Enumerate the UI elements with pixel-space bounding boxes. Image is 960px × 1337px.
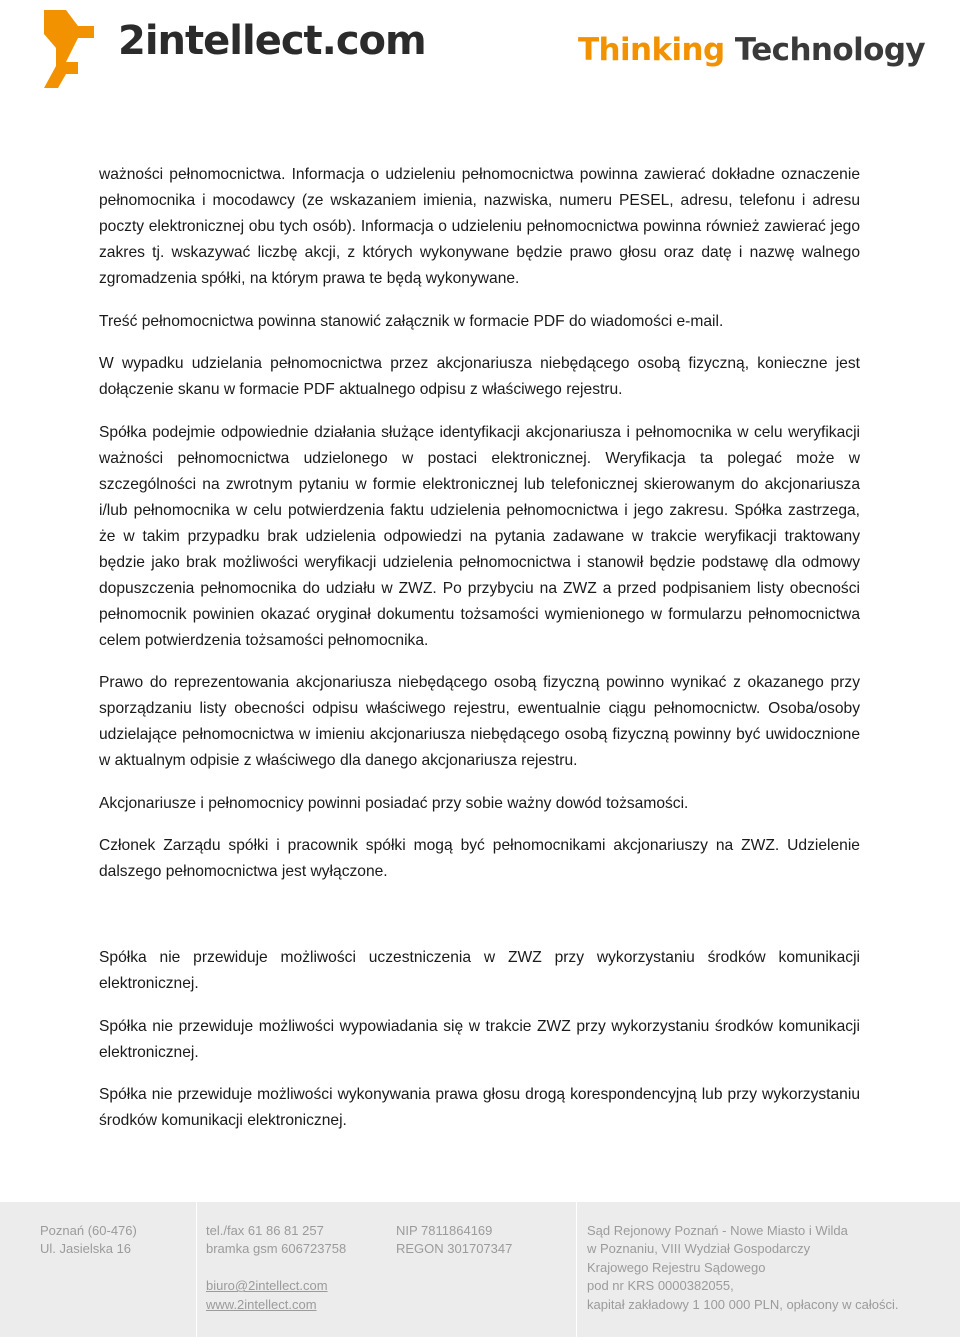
tagline-technology: Technology <box>734 32 926 68</box>
address-line: Poznań (60-476) <box>40 1223 137 1238</box>
footer-address <box>40 1222 137 1259</box>
paragraph: W wypadku udzielania pełnomocnictwa przez akcjonariusza niebędącego osobą fizyczną, konieczne jest dołączenie skanu w formacie PDF aktualnego odpisu z właściwego rejestru. <box>99 355 860 398</box>
tagline-thinking: Thinking <box>578 32 725 68</box>
company-logo-icon <box>36 4 102 92</box>
footer-divider <box>576 1202 577 1337</box>
email-link[interactable]: biuro@2intellect.com <box>206 1278 328 1294</box>
paragraph: Akcjonariusze i pełnomocnicy powinni posiadać przy sobie ważny dowód tożsamości. <box>99 794 689 812</box>
paragraph: Prawo do reprezentowania akcjonariusza niebędącego osobą fizyczną powinno wynikać z okazanego przy sporządzaniu listy obecności odpisu właściwego rejestru, ewentualnie ciągu pełnomocnictw. Osoba/osoby udzielające pełnomocnictwa w imieniu akcjonariusza niebędącego osobą fizyczną powinny być uwidocznione w aktualnym odpisie z właściwego dla danego akcjonariusza rejestru. <box>99 674 860 769</box>
paragraph: Spółka nie przewiduje możliwości wypowiadania się w trakcie ZWZ przy wykorzystaniu środków komunikacji elektronicznej. <box>99 1017 860 1061</box>
paragraph: Spółka nie przewiduje możliwości uczestniczenia w ZWZ przy wykorzystaniu środków komunikacji elektronicznej. <box>99 949 860 992</box>
footer-divider <box>196 1202 197 1337</box>
paragraph: Spółka podejmie odpowiednie działania służące identyfikacji akcjonariusza i pełnomocnika w celu weryfikacji ważności pełnomocnictwa udzielonego w postaci elektronicznej. Weryfikacja ta polegać może w szczególności na zwrotnym pytaniu w formie elektronicznej lub telefonicznej skierowanym do akcjonariusza i/lub pełnomocnika w celu potwierdzenia faktu udzielenia pełnomocnictwa i jego zakresu. Spółka zastrzega, że w takim przypadku brak udzielenia odpowiedzi na pytania zadawane w trakcie weryfikacji traktowany będzie jako brak możliwości weryfikacji udzielenia pełnomocnictwa i stanowił będzie podstawę dla odmowy dopuszczenia pełnomocnika do udziału w ZWZ. Po przybyciu na ZWZ a przed podpisaniem listy obecności pełnomocnik powinien okazać oryginał dokumentu tożsamości wymienionego w formularzu pełnomocnictwa celem potwierdzenia tożsamości pełnomocnika. <box>99 423 860 649</box>
paragraph: Treść pełnomocnictwa powinna stanowić załącznik w formacie PDF do wiadomości e-mail. <box>99 312 724 330</box>
phone-text: tel./fax 61 86 81 257 <box>206 1223 324 1238</box>
document-body <box>99 162 860 1151</box>
address-line: Ul. Jasielska 16 <box>40 1241 132 1257</box>
paragraph: Spółka nie przewiduje możliwości wykonywania prawa głosu drogą korespondencyjną lub przy wykorzystaniu środków komunikacji elektronicznej. <box>99 1086 860 1129</box>
page-footer <box>0 1202 960 1337</box>
footer-contact <box>206 1222 346 1314</box>
gsm-text: bramka gsm 606723758 <box>206 1241 347 1257</box>
regon-text: REGON 301707347 <box>396 1241 513 1257</box>
page-header <box>0 0 960 110</box>
website-link[interactable]: www.2intellect.com <box>206 1296 317 1312</box>
logo-text: 2intellect.com <box>118 18 426 64</box>
footer-registry <box>587 1222 898 1314</box>
registry-line: Krajowego Rejestru Sądowego <box>587 1259 766 1275</box>
registry-line: w Poznaniu, VIII Wydział Gospodarczy <box>587 1241 811 1257</box>
nip-text: NIP 7811864169 <box>396 1223 493 1238</box>
registry-line: pod nr KRS 0000382055, <box>587 1278 734 1294</box>
paragraph: Członek Zarządu spółki i pracownik spółki mogą być pełnomocnikami akcjonariuszy na ZWZ. Udzielenie dalszego pełnomocnictwa jest wyłączone. <box>99 837 860 880</box>
paragraph: ważności pełnomocnictwa. Informacja o udzieleniu pełnomocnictwa powinna zawierać dokładne oznaczenie pełnomocnika i mocodawcy (ze wskazaniem imienia, nazwiska, numeru PESEL, adresu, telefonu i adresu poczty elektronicznej obu tych osób). Informacja o udzieleniu pełnomocnictwa powinna również zawierać jego zakres tj. wskazywać liczbę akcji, z których wykonywane będzie prawo głosu oraz datę i nazwę walnego zgromadzenia spółki, na którym prawa te będą wykonywane. <box>99 166 860 287</box>
registry-line: Sąd Rejonowy Poznań - Nowe Miasto i Wilda <box>587 1223 848 1238</box>
tagline <box>578 32 925 68</box>
footer-tax-ids <box>396 1222 512 1259</box>
registry-line: kapitał zakładowy 1 100 000 PLN, opłacony w całości. <box>587 1296 899 1312</box>
